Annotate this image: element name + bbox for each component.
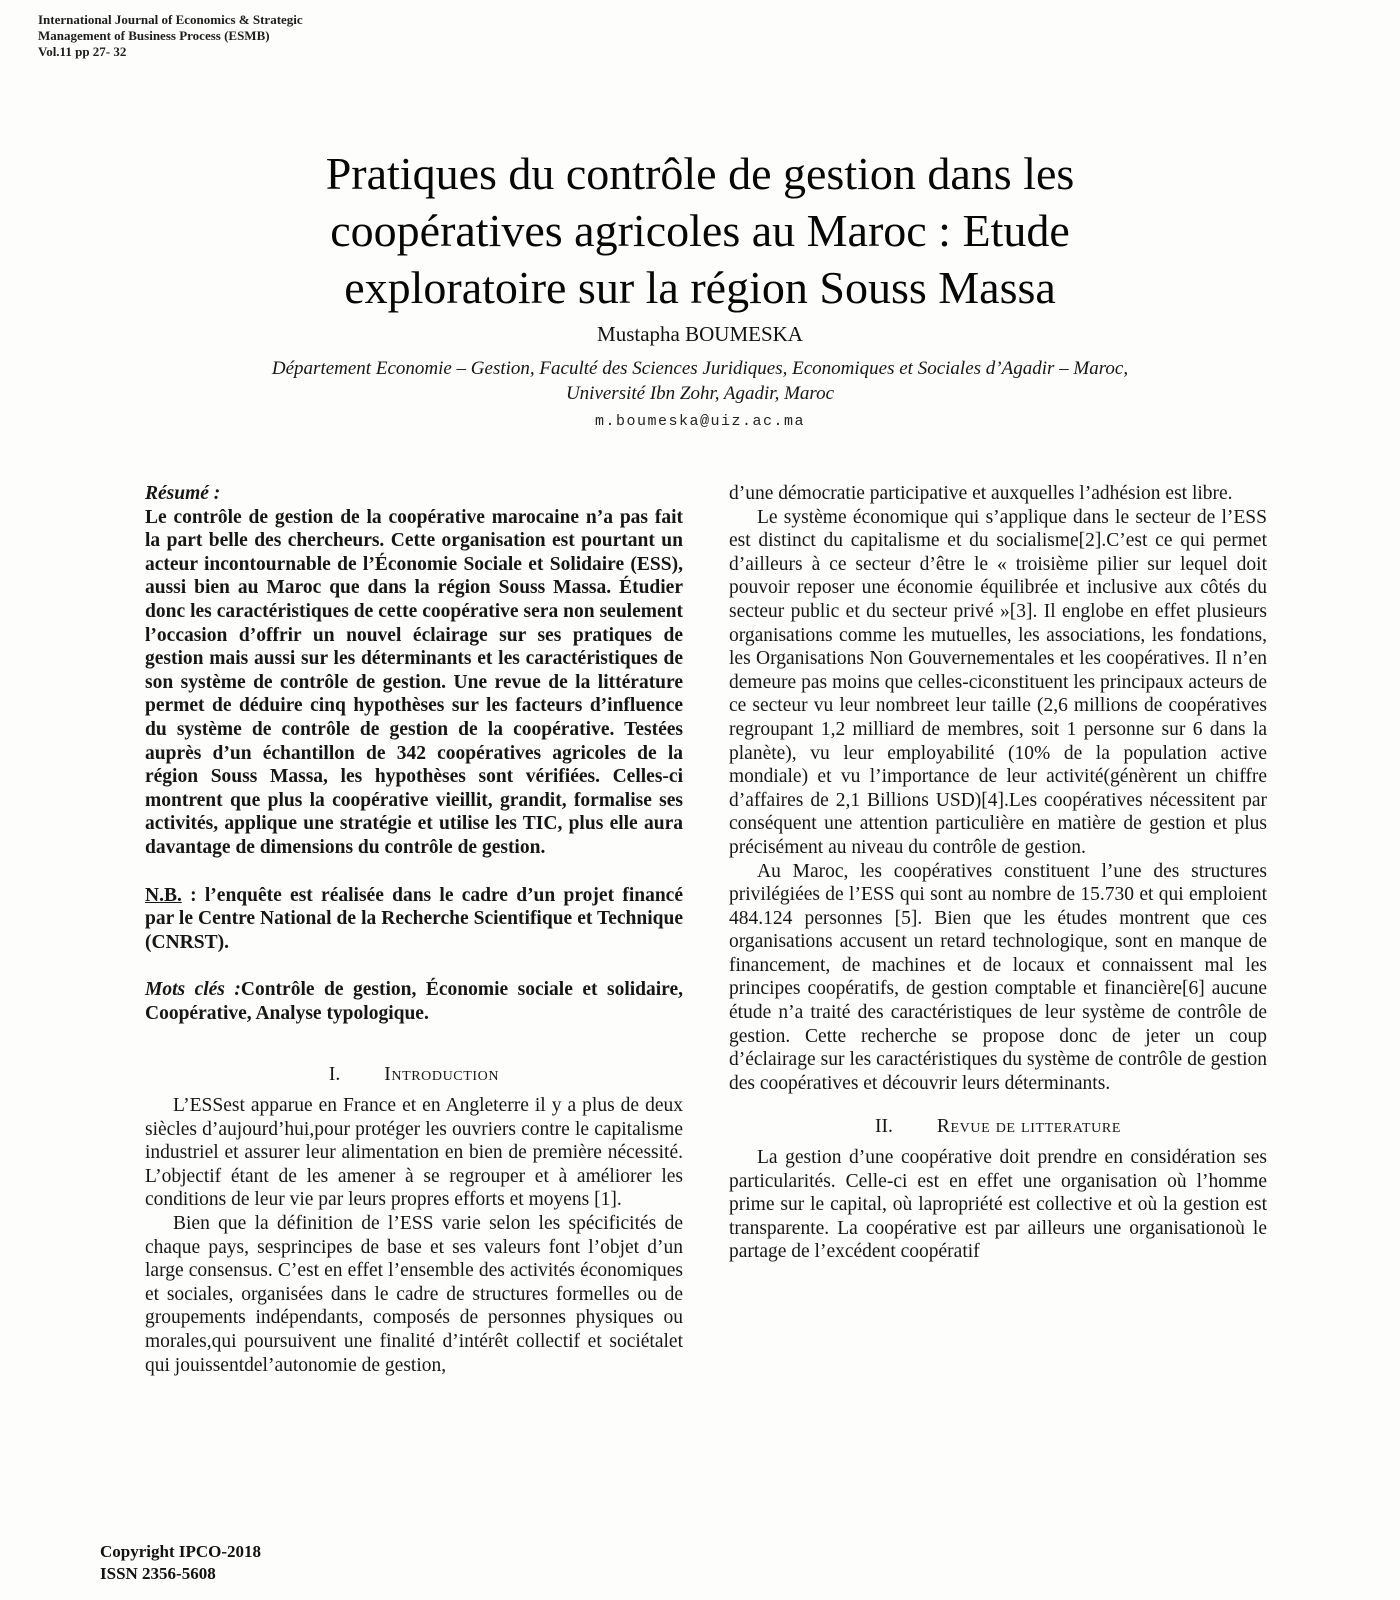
intro-paragraph-4: Au Maroc, les coopératives constituent l’une des structures privilégiées de l’ESS qui sont au nombre de 15.730 et qui emploient 484.124 personnes [5]. Bien que les études montrent que ces organisations accusent un retard technologique, sont en manque de financement, de machines et de locaux et connaissent mal les principes coopératifs, de gestion comptable et financière[6] aucune étude n’a traité des caractéristiques de leur système de contrôle de gestion. Cette recherche se propose donc de jeter un coup d’éclairage sur les caractéristiques du système de contrôle de gestion des coopératives et découvrir leurs déterminants. (729, 860, 1267, 1094)
abstract-paragraph (145, 482, 683, 860)
intro-paragraph-1: L’ESSest apparue en France et en Angleterre il y a plus de deux siècles d’aujourd’hui,pour protéger les ouvriers contre le capitalisme industriel et assurer leur alimentation en bien de première nécessité. L’objectif étant de les amener à se regrouper et à améliorer les conditions de leur vie par leurs propres efforts et moyens [1]. (145, 1095, 683, 1211)
note-paragraph (145, 884, 683, 955)
note-label: N.B. (145, 884, 182, 906)
right-column (729, 482, 1267, 1377)
author-affiliation (0, 356, 1400, 406)
keywords-label: Mots clés : (145, 979, 241, 1001)
two-column-body (145, 482, 1267, 1377)
affiliation-line2: Université Ibn Zohr, Agadir, Maroc (565, 383, 835, 404)
abstract-label: Résumé : (145, 483, 221, 504)
left-column (145, 482, 683, 1377)
author-name: Mustapha BOUMESKA (597, 322, 803, 346)
abstract-body: Le contrôle de gestion de la coopérative marocaine n’a pas fait la part belle des chercheurs. Cette organisation est pourtant un acteur incontournable de l’Économie Sociale et Solidaire (ESS), aussi bien au Maroc que dans la région Souss Massa. Étudier donc les caractéristiques de cette coopérative sera non seulement l’occasion d’offrir un nouvel éclairage sur ses pratiques de gestion mais aussi sur les déterminants et les caractéristiques de son système de contrôle de gestion. Une revue de la littérature permet de déduire cinq hypothèses sur les facteurs d’influence du système de contrôle de gestion de la coopérative. Testées auprès d’un échantillon de 342 coopératives agricoles de la région Souss Massa, les hypothèses sont vérifiées. Celles-ci montrent que plus la coopérative vieillit, grandit, formalise ses activités, applique une stratégie et utilise les TIC, plus elle aura davantage de dimensions du contrôle de gestion. (145, 506, 683, 858)
journal-volume-pages: Vol.11 pp 27- 32 (38, 44, 127, 59)
journal-name-line2: Management of Business Process (ESMB) (38, 28, 270, 43)
intro-paragraph-3: Le système économique qui s’applique dans le secteur de l’ESS est distinct du capitalisme et du socialisme[2].C’est ce qui permet d’ailleurs à ce secteur d’être le « troisième pilier sur lequel doit pouvoir reposer une économie équilibrée et inclusive aux côtés du secteur public et du secteur privé »[3]. Il englobe en effet plusieurs organisations comme les mutuelles, les associations, les fondations, les Organisations Non Gouvernementales et les coopératives. Il n’en demeure pas moins que celles-ciconstituent les principaux acteurs de ce secteur vu leur nombreet leur taille (2,6 millions de coopératives regroupant 1,2 milliard de membres, soit 1 personne sur 6 dans la planète), vu leur employabilité (10% de la population active mondiale) et vu l’importance de leur activité(génèrent un chiffre d’affaires de 2,1 Billions USD)[4].Les coopératives nécessitent par conséquent une attention particulière en matière de gestion et plus précisément au niveau du contrôle de gestion. (729, 506, 1267, 858)
intro-paragraph-2-continuation: d’une démocratie participative et auxquelles l’adhésion est libre. (729, 483, 1233, 504)
section2-number: II. (875, 1116, 893, 1138)
journal-header (38, 12, 303, 60)
page-footer (100, 1541, 261, 1585)
section1-heading (145, 1063, 683, 1087)
footer-copyright: Copyright IPCO-2018 (100, 1542, 262, 1561)
section1-title: Introduction (384, 1064, 500, 1086)
title-block (0, 145, 1400, 430)
paper-title-line3: exploratoire sur la région Souss Massa (344, 262, 1056, 313)
author-email[interactable]: m.boumeska@uiz.ac.ma (594, 413, 806, 430)
section1-number: I. (328, 1064, 341, 1086)
keywords-paragraph (145, 978, 683, 1025)
paper-title-line2: coopératives agricoles au Maroc : Etude (330, 205, 1070, 256)
affiliation-line1: Département Economie – Gestion, Faculté des Sciences Juridiques, Economiques et Sociales d’Agadir – Maroc, (271, 358, 1129, 379)
intro-paragraph-2: Bien que la définition de l’ESS varie selon les spécificités de chaque pays, sesprincipes de base et ses valeurs font l’objet d’un large consensus. C’est en effet l’ensemble des activités économiques et sociales, organisées dans le cadre de structures formelles ou de groupements indépendants, composés de personnes physiques ou morales,qui poursuivent une finalité d’intérêt collectif et sociétalet qui jouissentdel’autonomie de gestion, (145, 1213, 683, 1376)
footer-issn: ISSN 2356-5608 (100, 1564, 216, 1583)
note-body: : l’enquête est réalisée dans le cadre d’un projet financé par le Centre National de la Recherche Scientifique et Technique (CNRST). (145, 884, 683, 953)
journal-name-line1: International Journal of Economics & Strategic (38, 12, 303, 27)
section2-heading (729, 1115, 1267, 1139)
section2-title: Revue de litterature (936, 1116, 1121, 1138)
keywords-body: Contrôle de gestion, Économie sociale et solidaire, Coopérative, Analyse typologique. (145, 979, 684, 1024)
litreview-paragraph-1: La gestion d’une coopérative doit prendre en considération ses particularités. Celle-ci est en effet une organisation où l’homme prime sur le capital, où lapropriété est collective et où la gestion est transparente. La coopérative est par ailleurs une organisationoù le partage de l’excédent coopératif (729, 1147, 1267, 1263)
paper-title-line1: Pratiques du contrôle de gestion dans les (325, 148, 1075, 199)
